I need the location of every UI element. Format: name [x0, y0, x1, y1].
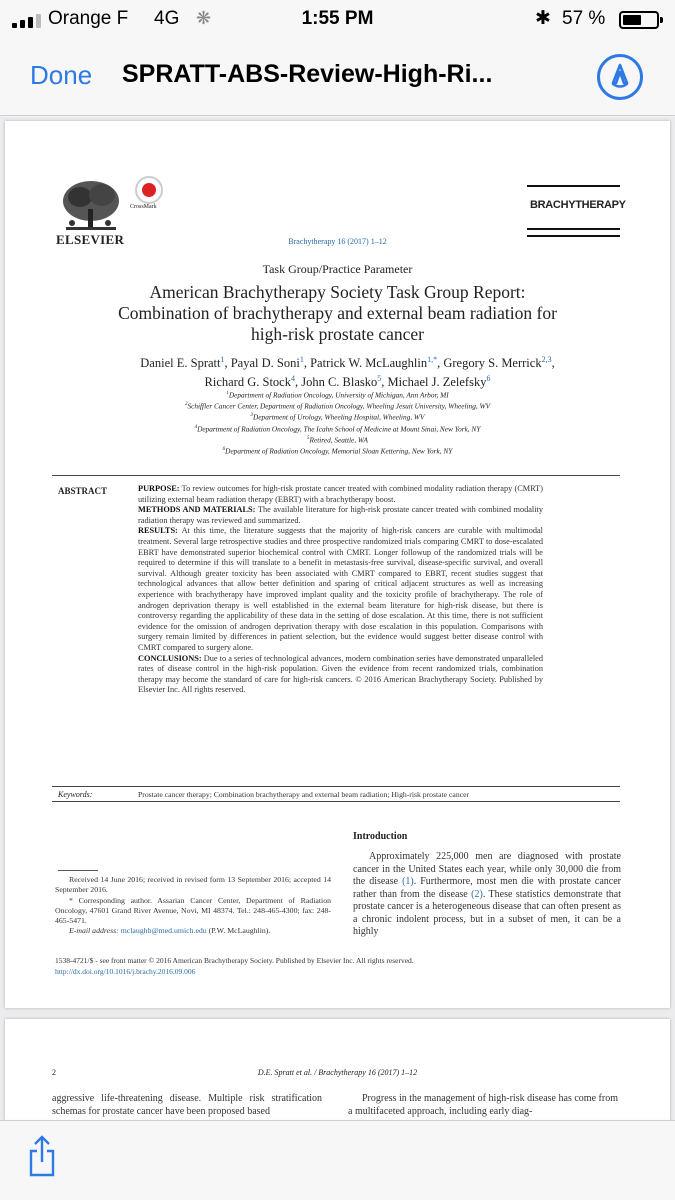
author-name: Michael J. Zelefsky [387, 375, 487, 390]
introduction-heading: Introduction [353, 831, 408, 842]
author-affiliation-marker[interactable]: 1 [299, 355, 304, 364]
running-header: D.E. Spratt et al. / Brachytherapy 16 (2017) 1–12 [257, 1068, 418, 1077]
copyright: 1538-4721/$ - see front matter © 2016 American Brachytherapy Society. Published by Elsevier Inc. All rights reserved. http://dx.doi.org/10.1016/j.brachy.2016.09.006 [55, 956, 414, 976]
received-dates: Received 14 June 2016; received in revised form 13 September 2016; accepted 14 September 2016. [55, 875, 331, 895]
battery-fill [623, 15, 641, 25]
crossmark-icon[interactable] [135, 176, 163, 204]
abstract-section: PURPOSE: To review outcomes for high-risk prostate cancer treated with combined modality radiation therapy (CMRT) utilizing external beam radiation therapy (EBRT) with a brachytherapy boost. [138, 484, 543, 504]
page-number: 2 [52, 1068, 56, 1077]
affiliation-line: $^2$Schiffler Cancer Center, Department of Radiation Oncology, Wheeling Jesuit University, Wheeling, WV [184, 401, 491, 411]
article-title: American Brachytherapy Society Task Group Report: Combination of brachytherapy and external beam radiation for high-risk prostate cancer [118, 282, 557, 344]
footnotes [55, 875, 331, 937]
author-name: Richard G. Stock [204, 375, 291, 390]
navigation-bar [0, 38, 675, 116]
divider [52, 801, 620, 802]
journal-rule [527, 228, 620, 230]
keywords: Prostate cancer therapy; Combination brachytherapy and external beam radiation; High-risk prostate cancer [138, 790, 470, 799]
doi-link[interactable]: http://dx.doi.org/10.1016/j.brachy.2016.09.006 [55, 967, 196, 976]
bottom-toolbar [0, 1120, 675, 1200]
section-type: Task Group/Practice Parameter [262, 262, 413, 276]
done-button[interactable]: Done [30, 60, 93, 90]
battery-icon [619, 11, 659, 29]
introduction-text: Approximately 225,000 men are diagnosed with prostate cancer in the United States each year, while only 30,000 die from the disease (1). Furthermore, most men die with prostate cancer rather than from the disease (2). These statistics demonstrate that prostate cancer is a heterogeneous disease that can often present as a chronic indolent process, but in a subset of men, it can be a highly [353, 851, 621, 937]
page2-right-column: Progress in the management of high-risk disease has come from a multifaceted approach, including early diag- [348, 1093, 618, 1117]
footnote-rule [58, 870, 98, 871]
reference-link[interactable]: (1) [402, 876, 414, 887]
author-affiliation-marker[interactable]: 6 [486, 374, 491, 384]
carrier-name: Orange F [48, 8, 129, 29]
divider [52, 475, 620, 476]
page2-left-column: aggressive life-threatening disease. Multiple risk stratification schemas for prostate cancer have been proposed based [52, 1093, 322, 1117]
author-name: Gregory S. Merrick [443, 356, 542, 371]
share-icon[interactable] [28, 1135, 56, 1177]
status-bar [0, 0, 675, 38]
email-line: E-mail address: mclaughb@med.umich.edu (P.W. McLaughlin). [69, 926, 271, 936]
abstract-body [138, 484, 543, 696]
author-affiliation-marker[interactable]: 1 [220, 355, 225, 364]
reference-link[interactable]: (2) [471, 888, 483, 900]
author-affiliation-marker[interactable]: 1,* [427, 355, 438, 364]
author-name: Daniel E. Spratt [140, 356, 221, 371]
elsevier-tree-logo [60, 179, 122, 234]
author-list: Daniel E. Spratt$^1$, Payal D. Soni$^1$, Patrick W. McLaughlin$^{1,*}$, Gregory S. Merrick$^{2,3}$, Richard G. Stock$^4$, John C. Blasko$^5$, Michael J. Zelefsky$^6$ [140, 355, 555, 390]
affiliation-line: $^1$Department of Radiation Oncology, University of Michigan, Ann Arbor, MI [226, 390, 449, 400]
crossmark-label: CrossMark [130, 204, 157, 210]
document-title: SPRATT-ABS-Review-High-Ri... [122, 60, 493, 88]
pdf-viewer[interactable] [0, 117, 675, 1120]
journal-name: BRACHYTHERAPY [530, 199, 626, 211]
affiliation-line: $^6$Department of Radiation Oncology, Memorial Sloan Kettering, New York, NY [222, 446, 453, 456]
corresponding-author: * Corresponding author. Assarian Cancer Center, Department of Radiation Oncology, 47601 Grand River Avenue, Novi, MI 48374. Tel.: 248-465-4300; fax: 248-465-5471. [55, 895, 331, 926]
affiliation-line: $^5$Retired, Seattle, WA [307, 435, 368, 445]
author-affiliation-marker[interactable]: 4 [290, 374, 295, 384]
affiliations [65, 389, 610, 456]
abstract-section: CONCLUSIONS: Due to a series of technological advances, modern combination series have demonstrated unparalleled rates of disease control in the high-risk population. Given the evidence from recent randomized trials, combination therapy may become the standard of care for high-risk cancers. © 2016 American Brachytherapy Society. Published by Elsevier Inc. All rights reserved. [138, 653, 543, 695]
affiliation-line: $^4$Department of Radiation Oncology, The Icahn School of Medicine at Mount Sinai, New York, NY [194, 424, 481, 434]
markup-pen-icon[interactable] [597, 54, 643, 100]
affiliation-line: $^3$Department of Urology, Wheeling Hospital, Wheeling, WV [250, 412, 425, 422]
email-link[interactable]: mclaughb@med.umich.edu [120, 926, 207, 936]
author-affiliation-marker[interactable]: 2,3 [541, 355, 552, 364]
clock: 1:55 PM [301, 8, 374, 29]
author-name: Patrick W. McLaughlin [310, 356, 428, 371]
author-name: Payal D. Soni [230, 356, 300, 371]
network-type: 4G [154, 8, 180, 29]
author-affiliation-marker[interactable]: 5 [377, 374, 382, 384]
divider [52, 786, 620, 787]
journal-citation-link[interactable]: Brachytherapy 16 (2017) 1–12 [288, 237, 387, 246]
abstract-section: METHODS AND MATERIALS: The available literature for high-risk prostate cancer treated with combined modality radiation therapy was reviewed and summarized. [138, 505, 543, 525]
abstract-label: ABSTRACT [58, 486, 108, 496]
keywords-label: Keywords: [58, 790, 93, 799]
battery-percent: 57 % [562, 8, 606, 29]
pdf-page-1 [5, 121, 670, 1008]
pdf-page-2 [5, 1019, 670, 1120]
publisher-name: ELSEVIER [56, 232, 125, 247]
journal-rule [527, 185, 620, 187]
author-name: John C. Blasko [301, 375, 378, 390]
abstract-section: RESULTS: At this time, the literature suggests that the majority of high-risk cancers are curable with multimodal treatment. Several large retrospective studies and three prospective randomized trials comparing CMRT to dose-escalated EBRT have demonstrated superior biochemical control with CMRT. Longer followup of the randomized trials will be required to determine if this will translate to a benefit in metastasis-free survival, disease-specific survival, and overall survival. Although greater toxicity has been associated with CMRT compared to EBRT, recent studies suggest that technological advances that allow better definition and sparing of critical adjacent structures as well as increasing experience with brachytherapy have improved implant quality and the toxicity profile of brachytherapy. The role of androgen deprivation therapy is well established in the external beam literature for high-risk disease, but there is controversy regarding the applicability of these data in the setting of dose escalation. At this time, there is not sufficient evidence for the omission of androgen deprivation therapy with dose escalation in this population. Comparisons with surgery remain limited by differences in patient selection, but the evidence would suggest better disease control with CMRT compared to surgery alone. [138, 526, 543, 652]
bluetooth-icon: ✱ [535, 8, 551, 29]
activity-spinner-icon: ❋ [196, 8, 212, 28]
